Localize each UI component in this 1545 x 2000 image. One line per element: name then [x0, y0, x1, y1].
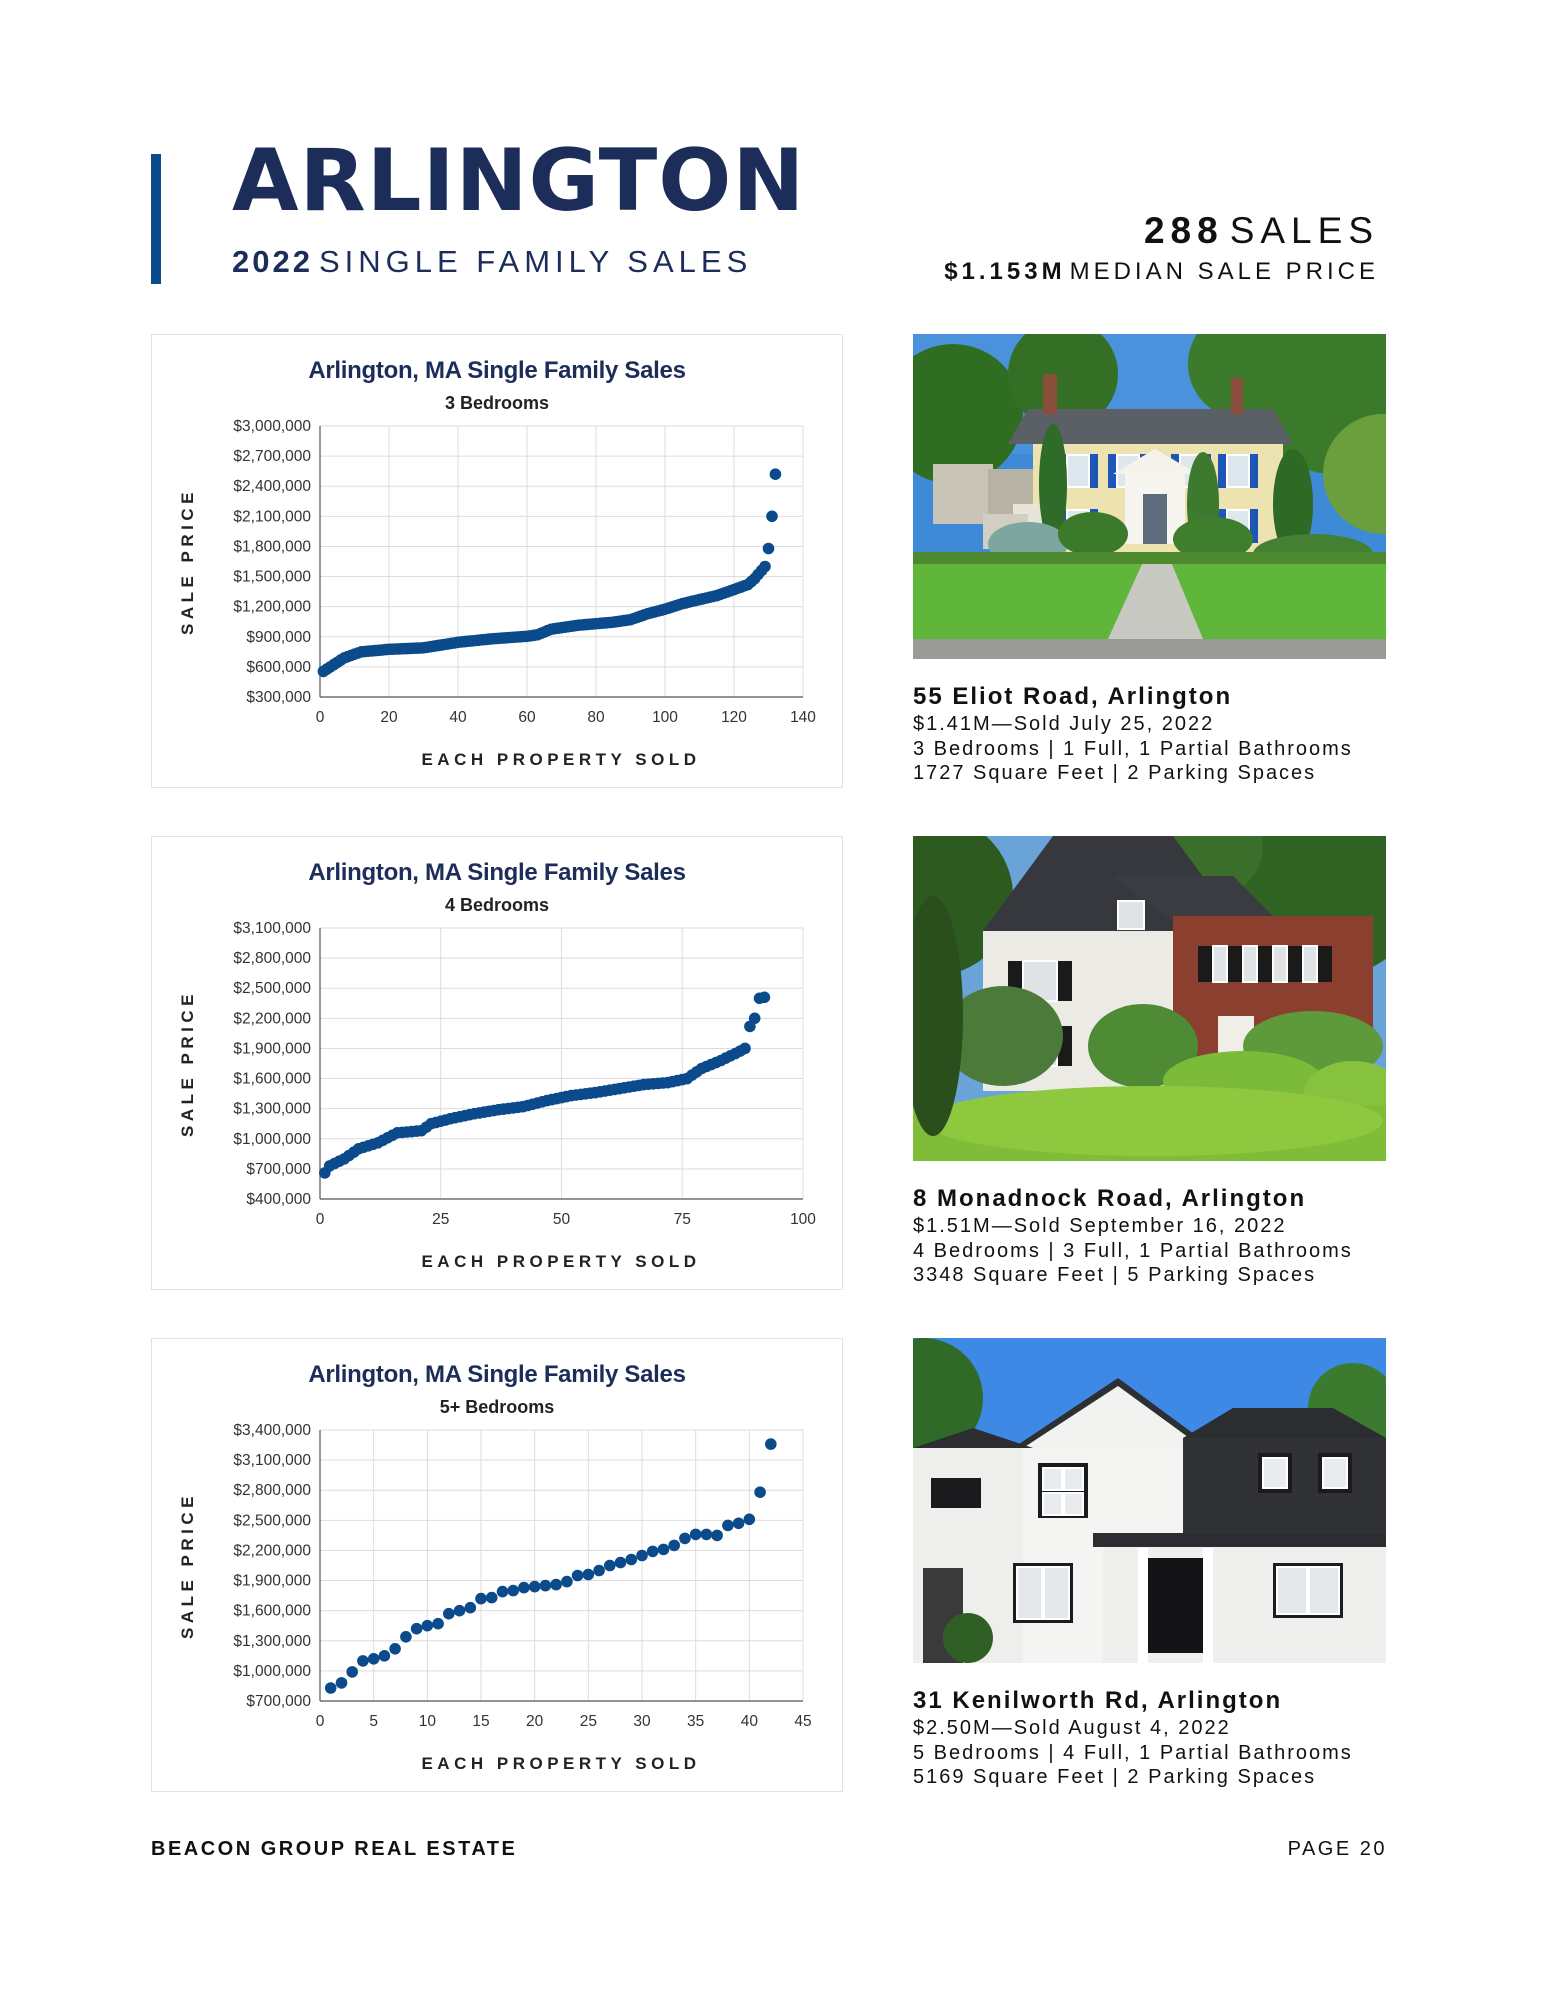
data-point	[658, 1544, 670, 1556]
data-point	[763, 543, 775, 555]
listing-price-date: $1.51M—Sold September 16, 2022	[913, 1215, 1287, 1237]
listing-beds-baths: 3 Bedrooms | 1 Full, 1 Partial Bathrooms	[913, 737, 1353, 760]
data-point	[422, 1620, 434, 1632]
data-point	[336, 1677, 348, 1689]
x-tick-label: 60	[518, 709, 536, 726]
subtitle-text: SINGLE FAMILY SALES	[318, 244, 753, 279]
x-tick-label: 140	[790, 709, 816, 726]
data-point	[754, 1486, 766, 1498]
median-price-value: $1.153M	[944, 258, 1066, 285]
chart-3-bedrooms	[151, 334, 843, 788]
data-point	[766, 511, 778, 523]
x-tick-label: 30	[633, 1713, 651, 1730]
page-subtitle	[232, 244, 752, 280]
listing-sqft-parking: 1727 Square Feet | 2 Parking Spaces	[913, 762, 1317, 784]
listing-photo-2	[913, 836, 1386, 1161]
chart-svg-5-plus-bedrooms	[152, 1339, 842, 1791]
y-tick-label: $2,400,000	[233, 478, 311, 496]
y-tick-label: $3,400,000	[233, 1422, 311, 1439]
listing-address: 31 Kenilworth Rd, Arlington	[913, 1687, 1283, 1714]
house-photo-1	[913, 334, 1386, 659]
data-point	[744, 1514, 756, 1526]
data-point	[411, 1623, 423, 1635]
y-tick-label: $1,300,000	[233, 1100, 311, 1118]
data-point	[759, 561, 771, 573]
data-point	[454, 1605, 466, 1617]
data-point	[604, 1560, 616, 1572]
chart-svg-4-bedrooms	[152, 837, 842, 1289]
data-point	[529, 1581, 541, 1593]
y-tick-label: $3,100,000	[233, 920, 311, 937]
x-axis-label: EACH PROPERTY SOLD	[421, 1754, 701, 1773]
data-point	[540, 1580, 552, 1592]
y-tick-label: $1,900,000	[233, 1040, 311, 1058]
chart-title: Arlington, MA Single Family Sales	[308, 1361, 686, 1388]
data-point	[465, 1602, 477, 1614]
data-point	[749, 1013, 761, 1025]
data-point	[765, 1438, 777, 1450]
data-point	[679, 1533, 691, 1545]
y-axis-label: SALE PRICE	[178, 487, 197, 636]
data-point	[561, 1576, 573, 1588]
x-tick-label: 0	[315, 1211, 325, 1228]
subtitle-year: 2022	[232, 244, 313, 279]
y-tick-label: $400,000	[246, 1191, 311, 1208]
data-point	[739, 1043, 751, 1055]
y-tick-label: $2,800,000	[233, 950, 311, 968]
y-tick-label: $2,100,000	[233, 508, 311, 526]
y-tick-label: $1,000,000	[233, 1662, 311, 1680]
data-point	[357, 1655, 369, 1667]
data-point	[770, 468, 782, 480]
chart-grid	[320, 426, 803, 697]
y-tick-label: $2,800,000	[233, 1482, 311, 1500]
listing-price-date: $2.50M—Sold August 4, 2022	[913, 1717, 1231, 1739]
x-tick-label: 25	[432, 1211, 450, 1228]
x-tick-label: 10	[418, 1713, 436, 1730]
data-point	[497, 1586, 509, 1598]
data-point	[486, 1592, 498, 1604]
y-tick-label: $2,200,000	[233, 1542, 311, 1560]
x-tick-label: 100	[790, 1211, 816, 1228]
y-tick-label: $600,000	[246, 658, 311, 676]
y-tick-label: $700,000	[246, 1160, 311, 1178]
listing-3	[913, 1686, 1393, 1790]
x-tick-label: 50	[552, 1211, 571, 1228]
data-point	[615, 1557, 627, 1569]
x-tick-label: 40	[740, 1713, 758, 1730]
data-point	[572, 1570, 584, 1582]
data-point	[690, 1529, 702, 1541]
listing-sqft-parking: 5169 Square Feet | 2 Parking Spaces	[913, 1766, 1317, 1788]
y-tick-label: $900,000	[246, 628, 311, 646]
x-tick-label: 45	[794, 1713, 812, 1730]
data-point	[593, 1565, 605, 1577]
y-tick-label: $2,500,000	[233, 1512, 311, 1530]
data-points	[318, 468, 782, 677]
y-tick-label: $1,200,000	[233, 598, 311, 616]
y-axis-label: SALE PRICE	[178, 989, 197, 1138]
y-axis-label: SALE PRICE	[178, 1491, 197, 1640]
median-price-stat	[944, 258, 1379, 286]
footer-page-number: PAGE 20	[1287, 1838, 1387, 1860]
data-point	[432, 1618, 444, 1630]
sales-count-value: 288	[1143, 210, 1224, 251]
house-photo-3	[913, 1338, 1386, 1663]
y-tick-label: $1,300,000	[233, 1632, 311, 1650]
y-tick-label: $1,600,000	[233, 1602, 311, 1620]
chart-svg-3-bedrooms	[152, 335, 842, 787]
data-point	[668, 1540, 680, 1552]
y-tick-label: $2,500,000	[233, 980, 311, 998]
listing-sqft-parking: 3348 Square Feet | 5 Parking Spaces	[913, 1264, 1317, 1286]
y-tick-label: $1,800,000	[233, 538, 311, 556]
data-point	[701, 1529, 713, 1541]
y-tick-label: $3,000,000	[233, 418, 311, 435]
data-point	[389, 1643, 401, 1655]
y-tick-label: $1,600,000	[233, 1070, 311, 1088]
sales-count-label: SALES	[1229, 210, 1379, 251]
data-point	[325, 1682, 337, 1694]
x-tick-label: 0	[315, 1713, 325, 1730]
x-tick-label: 40	[449, 709, 467, 726]
x-tick-label: 5	[369, 1713, 378, 1730]
x-tick-label: 100	[652, 709, 678, 726]
x-axis-label: EACH PROPERTY SOLD	[421, 750, 701, 769]
data-points	[325, 1438, 777, 1694]
chart-4-bedrooms	[151, 836, 843, 1290]
chart-subtitle: 4 Bedrooms	[444, 895, 550, 915]
data-point	[346, 1666, 358, 1678]
data-point	[379, 1650, 391, 1662]
chart-title: Arlington, MA Single Family Sales	[308, 859, 686, 886]
x-tick-label: 75	[673, 1211, 691, 1228]
y-tick-label: $700,000	[246, 1693, 311, 1710]
listing-price-date: $1.41M—Sold July 25, 2022	[913, 713, 1215, 735]
listing-address: 8 Monadnock Road, Arlington	[913, 1185, 1307, 1212]
data-point	[550, 1579, 562, 1591]
listing-photo-1	[913, 334, 1386, 659]
data-point	[443, 1608, 455, 1620]
x-tick-label: 20	[526, 1713, 544, 1730]
median-price-label: MEDIAN SALE PRICE	[1069, 258, 1379, 285]
listing-photo-3	[913, 1338, 1386, 1663]
x-tick-label: 0	[315, 709, 325, 726]
chart-title: Arlington, MA Single Family Sales	[308, 357, 686, 384]
x-axis-label: EACH PROPERTY SOLD	[421, 1252, 701, 1271]
x-tick-label: 80	[587, 709, 605, 726]
y-tick-label: $3,100,000	[233, 1452, 311, 1470]
x-tick-label: 15	[472, 1713, 490, 1730]
listing-beds-baths: 5 Bedrooms | 4 Full, 1 Partial Bathrooms	[913, 1741, 1353, 1764]
x-tick-label: 35	[687, 1713, 705, 1730]
listing-1	[913, 682, 1393, 786]
y-tick-label: $1,000,000	[233, 1130, 311, 1148]
y-tick-label: $300,000	[246, 689, 311, 706]
house-photo-2	[913, 836, 1386, 1161]
data-point	[518, 1582, 530, 1594]
data-point	[368, 1653, 380, 1665]
chart-subtitle: 3 Bedrooms	[444, 393, 550, 413]
listing-beds-baths: 4 Bedrooms | 3 Full, 1 Partial Bathrooms	[913, 1239, 1353, 1262]
y-tick-label: $1,500,000	[233, 568, 311, 586]
y-tick-label: $2,700,000	[233, 448, 311, 466]
data-point	[626, 1554, 638, 1566]
chart-5-plus-bedrooms	[151, 1338, 843, 1792]
data-point	[647, 1546, 659, 1558]
accent-bar	[151, 154, 161, 284]
data-point	[583, 1569, 595, 1581]
chart-subtitle: 5+ Bedrooms	[439, 1397, 555, 1417]
listing-address: 55 Eliot Road, Arlington	[913, 683, 1233, 710]
x-tick-label: 25	[579, 1713, 597, 1730]
x-tick-label: 120	[721, 709, 747, 726]
page-title: ARLINGTON	[232, 131, 806, 231]
data-point	[733, 1518, 745, 1530]
sales-count-stat	[1144, 210, 1379, 252]
x-tick-label: 20	[380, 709, 398, 726]
data-point	[711, 1530, 723, 1542]
data-points	[319, 992, 770, 1179]
chart-grid	[320, 1430, 803, 1701]
chart-grid	[320, 928, 803, 1199]
data-point	[400, 1631, 412, 1643]
data-point	[722, 1520, 734, 1532]
data-point	[636, 1550, 648, 1562]
listing-2	[913, 1184, 1393, 1288]
y-tick-label: $2,200,000	[233, 1010, 311, 1028]
data-point	[475, 1593, 487, 1605]
data-point	[759, 992, 771, 1004]
data-point	[507, 1585, 519, 1597]
y-tick-label: $1,900,000	[233, 1572, 311, 1590]
footer-company: BEACON GROUP REAL ESTATE	[151, 1838, 518, 1860]
